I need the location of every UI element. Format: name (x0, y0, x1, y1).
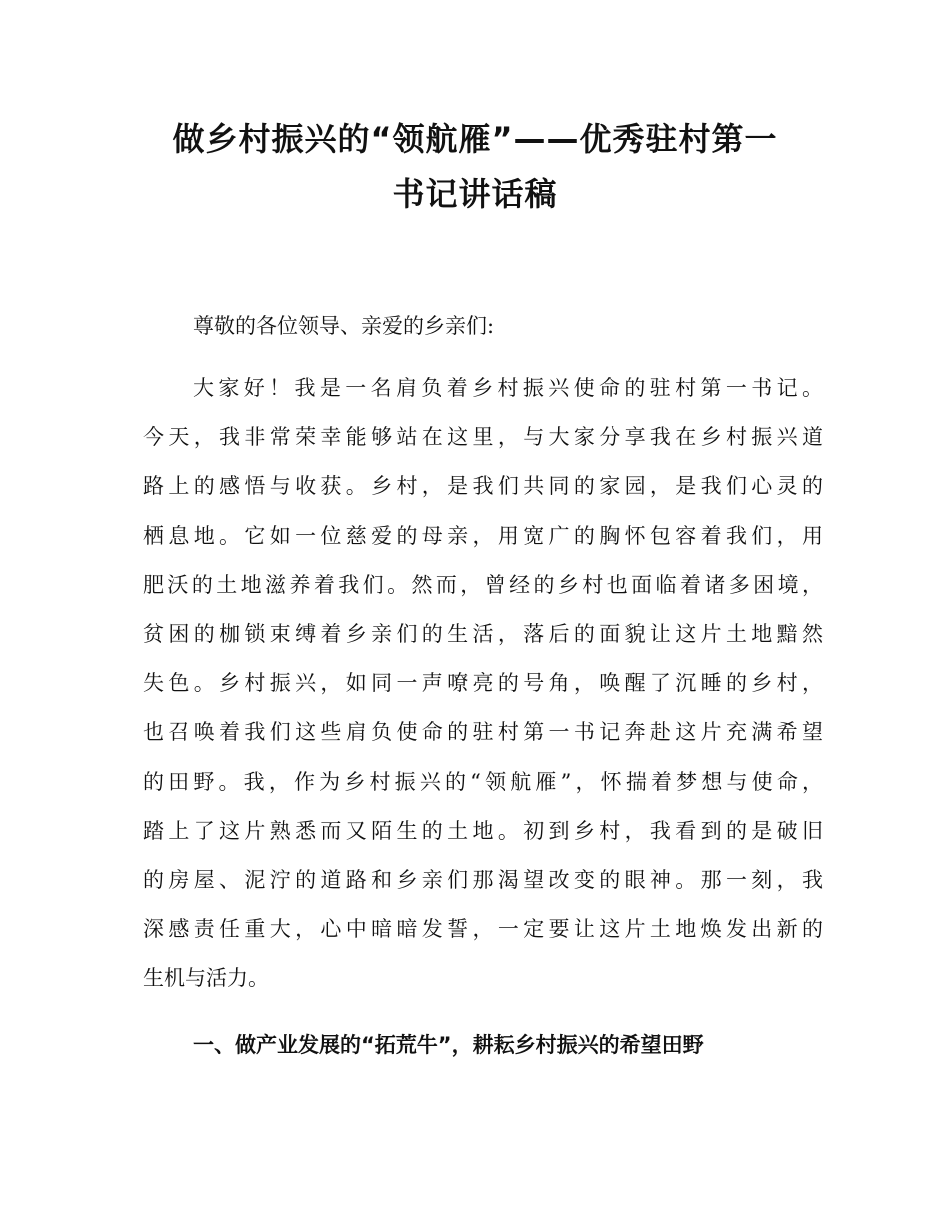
paragraph-line: 路上的感悟与收获。乡村，是我们共同的家园，是我们心灵的 (143, 474, 823, 499)
section-heading: 一、做产业发展的“拓荒牛”，耕耘乡村振兴的希望田野 (193, 1033, 704, 1057)
paragraph-line: 深感责任重大，心中暗暗发誓，一定要让这片土地焕发出新的 (143, 917, 823, 942)
paragraph-line: 大家好！我是一名肩负着乡村振兴使命的驻村第一书记。 (193, 376, 823, 400)
paragraph-line: 栖息地。它如一位慈爱的母亲，用宽广的胸怀包容着我们，用 (143, 523, 823, 548)
body-paragraph (143, 364, 823, 1004)
paragraph-line: 失色。乡村振兴，如同一声嘹亮的号角，唤醒了沉睡的乡村， (143, 671, 823, 696)
paragraph-line: 也召唤着我们这些肩负使命的驻村第一书记奔赴这片充满希望 (143, 720, 823, 745)
paragraph-line: 生机与活力。 (143, 966, 269, 991)
paragraph-line: 贫困的枷锁束缚着乡亲们的生活，落后的面貌让这片土地黯然 (143, 622, 823, 647)
paragraph-line: 的田野。我，作为乡村振兴的“领航雁”，怀揣着梦想与使命， (143, 769, 823, 794)
title-line-1: 做乡村振兴的“领航雁”——优秀驻村第一 (172, 120, 778, 158)
paragraph-line: 今天，我非常荣幸能够站在这里，与大家分享我在乡村振兴道 (143, 425, 823, 450)
paragraph-line: 的房屋、泥泞的道路和乡亲们那渴望改变的眼神。那一刻，我 (143, 868, 823, 893)
title-line-2: 书记讲话稿 (392, 175, 558, 213)
document-title (120, 112, 830, 222)
paragraph-line: 踏上了这片熟悉而又陌生的土地。初到乡村，我看到的是破旧 (143, 818, 823, 843)
greeting: 尊敬的各位领导、亲爱的乡亲们: (193, 314, 495, 338)
paragraph-line: 肥沃的土地滋养着我们。然而，曾经的乡村也面临着诸多困境， (143, 572, 823, 597)
